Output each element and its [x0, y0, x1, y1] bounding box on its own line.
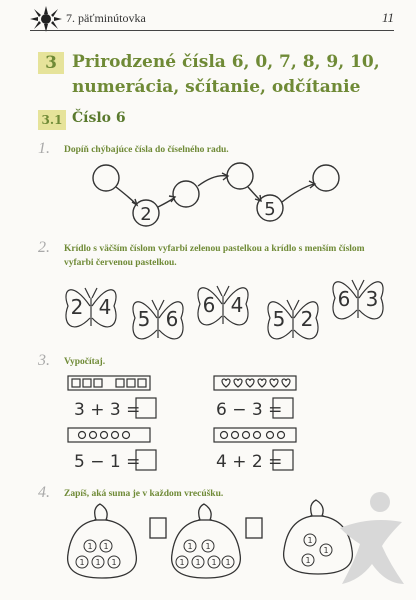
coin-label: 1 [111, 558, 117, 567]
butterflies-row [55, 268, 395, 348]
subsection-number: 3.1 [38, 110, 66, 130]
butterfly-5-right: 3 [365, 287, 379, 311]
butterfly-2-right: 6 [165, 307, 179, 331]
task-2-number: 2. [38, 239, 50, 256]
butterfly-4-right: 2 [300, 307, 314, 331]
coin-label: 1 [179, 558, 185, 567]
task-4-number: 4. [38, 484, 50, 501]
header-rule [30, 30, 394, 31]
butterfly-1-right: 4 [98, 295, 112, 319]
sun-logo-icon [26, 6, 66, 32]
page-number: 11 [381, 10, 394, 25]
butterfly-2-left: 5 [137, 307, 151, 331]
coin-bags [62, 498, 362, 588]
butterfly-3-left: 6 [202, 293, 216, 317]
figure-watermark-icon [330, 488, 410, 588]
butterfly-1-left: 2 [70, 295, 84, 319]
exercise-3: 5 − 1 = [74, 452, 141, 472]
coin-label: 1 [95, 558, 101, 567]
number-sequence [80, 158, 360, 233]
coin-label: 1 [205, 542, 211, 551]
coin-label: 1 [187, 542, 193, 551]
coin-label: 1 [195, 558, 201, 567]
task-3-text: Vypočítaj. [64, 357, 106, 367]
exercise-1: 3 + 3 = [74, 400, 141, 420]
coin-label: 1 [103, 542, 109, 551]
coin-label: 1 [79, 558, 85, 567]
task-3-number: 3. [38, 352, 50, 369]
coin-label: 1 [211, 558, 217, 567]
subsection-title: Číslo 6 [72, 110, 126, 126]
butterfly-4-left: 5 [272, 307, 286, 331]
task-1-number: 1. [38, 140, 50, 157]
sequence-filled-2: 2 [140, 204, 152, 225]
header-section-label: 7. päťminútovka [66, 11, 146, 25]
butterfly-5-left: 6 [337, 287, 351, 311]
coin-label: 1 [87, 542, 93, 551]
task-1-text: Dopíň chýbajúce čísla do číselného radu. [64, 145, 229, 155]
exercise-4: 4 + 2 = [216, 452, 283, 472]
coin-label: 1 [307, 536, 313, 545]
coin-label: 1 [305, 556, 311, 565]
section-number: 3 [38, 52, 64, 74]
section-title: Prirodzené čísla 6, 0, 7, 8, 9, 10, numerácia, sčítanie, odčítanie [72, 52, 380, 97]
task-2-text: Krídlo s väčším číslom vyfarbi zelenou pastelkou a krídlo s menším číslom vyfarbi červenou pastelkou. [64, 244, 365, 268]
coin-label: 1 [225, 558, 231, 567]
sequence-filled-5: 5 [264, 199, 276, 220]
butterfly-3-right: 4 [230, 293, 244, 317]
task-4-text: Zapíš, aká suma je v každom vrecúšku. [64, 489, 224, 499]
exercise-2: 6 − 3 = [216, 400, 283, 420]
coin-label: 1 [323, 546, 329, 555]
